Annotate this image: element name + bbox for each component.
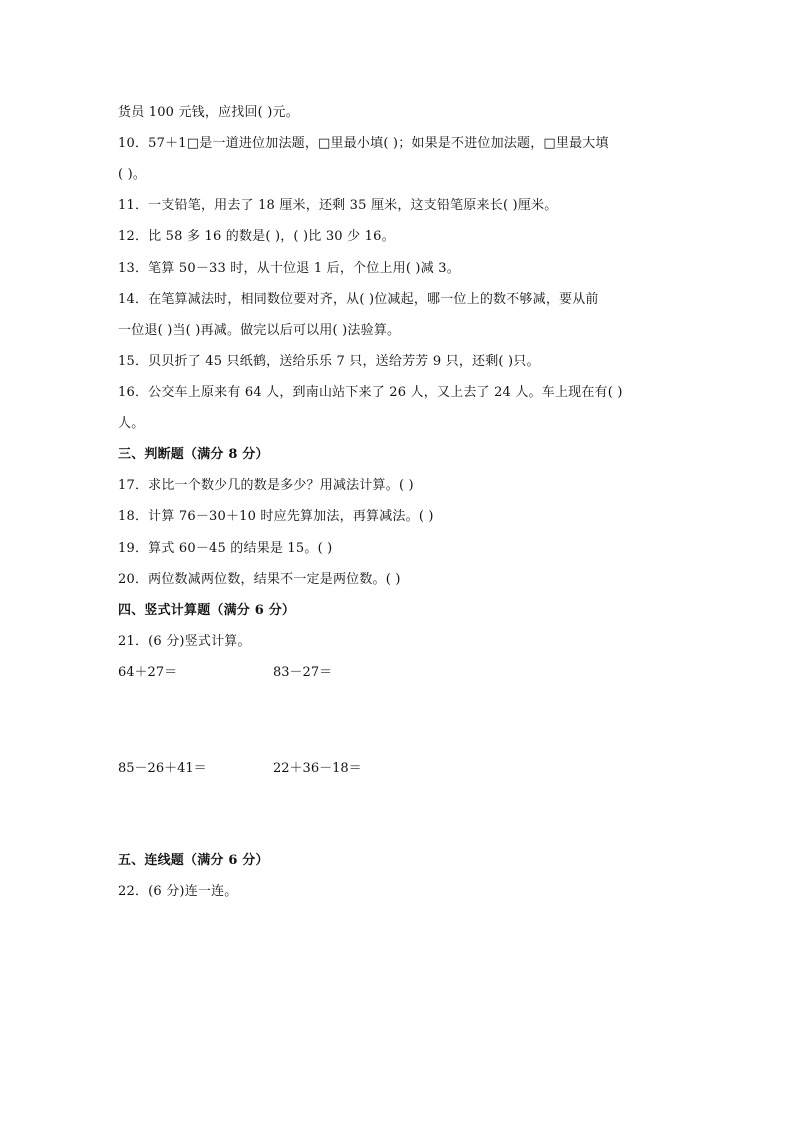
section-4-heading: 四、竖式计算题（满分 6 分） [118,603,296,618]
question-21: 21．(6 分)竖式计算。 [118,634,251,649]
question-10: 10．57＋1□是一道进位加法题，□里最小填( )；如果是不进位加法题，□里最大填 [118,136,609,151]
calc-expression-2: 83－27＝ [273,665,333,680]
question-10-continuation: ( )。 [118,167,147,182]
question-17: 17．求比一个数少几的数是多少？用减法计算。( ) [118,478,414,493]
question-14-continuation: 一位退( )当( )再减。做完以后可以用( )法验算。 [118,323,401,338]
question-9-continuation: 货员 100 元钱，应找回( )元。 [118,105,299,120]
question-22: 22．(6 分)连一连。 [118,884,238,899]
section-3-heading: 三、判断题（满分 8 分） [118,447,269,462]
question-13: 13．笔算 50－33 时，从十位退 1 后，个位上用( )减 3。 [118,261,460,276]
calc-expression-3: 85－26＋41＝ [118,761,207,776]
question-11: 11．一支铅笔，用去了 18 厘米，还剩 35 厘米，这支铅笔原来长( )厘米。 [118,198,558,213]
question-18: 18．计算 76－30＋10 时应先算加法，再算减法。( ) [118,509,434,524]
question-19: 19．算式 60－45 的结果是 15。( ) [118,541,333,556]
question-16: 16．公交车上原来有 64 人，到南山站下来了 26 人，又上去了 24 人。车上现在有( ) [118,385,623,400]
question-16-continuation: 人。 [118,416,145,431]
calc-expression-4: 22＋36－18＝ [273,761,362,776]
question-20: 20．两位数减两位数，结果不一定是两位数。( ) [118,572,401,587]
question-14: 14．在笔算减法时，相同数位要对齐，从( )位减起，哪一位上的数不够减，要从前 [118,292,599,307]
calc-expression-1: 64＋27＝ [118,665,178,680]
question-12: 12．比 58 多 16 的数是( )，( )比 30 少 16。 [118,229,395,244]
section-5-heading: 五、连线题（满分 6 分） [118,853,269,868]
question-15: 15．贝贝折了 45 只纸鹤，送给乐乐 7 只，送给芳芳 9 只，还剩( )只。 [118,354,540,369]
